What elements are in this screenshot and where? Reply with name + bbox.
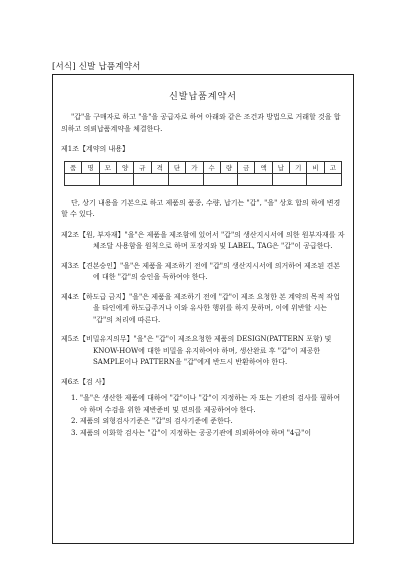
table-header-cell: 량 <box>220 161 237 173</box>
contract-items-table <box>64 161 342 186</box>
table-cell <box>65 173 100 185</box>
table-cell <box>238 173 273 185</box>
table-header-cell: 비 <box>307 161 324 173</box>
table-header-cell: 양 <box>116 161 133 173</box>
table-header-cell: 명 <box>82 161 99 173</box>
form-label: [서식] 신발 납품계약서 <box>52 62 141 72</box>
table-cell <box>99 173 134 185</box>
table-header-cell: 모 <box>99 161 116 173</box>
table-header-cell: 수 <box>203 161 220 173</box>
intro-paragraph: "갑"을 구매자로 하고 "을"을 공급자로 하여 아래와 같은 조건과 방법으로 거래할 것을 합의하고 의뢰납품계약을 체결한다. <box>61 113 341 133</box>
article-4: 제4조【하도급 금지】"을"은 제품을 제조하기 전에 "갑"이 제조 요청한 본 계약의 목적 작업을 타인에게 하도급주거나 이와 유사한 행위를 하지 못하며, 이에 위반할 시는 "갑"의 처리에 따른다. <box>61 292 340 324</box>
table-header-cell: 액 <box>255 161 272 173</box>
table-cell <box>203 173 238 185</box>
table-row <box>65 173 342 185</box>
article-1-note: 단, 상기 내용을 기본으로 하고 제품의 품종, 수량, 납기는 "갑", "을" 상호 합의 하에 변경할 수 있다. <box>61 198 341 218</box>
table-header-cell: 납 <box>272 161 289 173</box>
table-header-cell: 격 <box>151 161 168 173</box>
table-cell <box>134 173 169 185</box>
article-1-title: 제1조【계약의 내용】 <box>61 145 130 153</box>
table-header-cell: 품 <box>65 161 82 173</box>
article-5: 제5조【비밀유지의무】"을"은 "갑"이 제조요청한 제품의 DESIGN(PATTERN 포함) 및 KNOW-HOW에 대한 비밀을 유지하여야 하며, 생산완료 후 "갑"이 제공한 SAMPLE이나 PATTERN을 "갑"에게 반드시 반환하여야 한다. <box>61 335 332 366</box>
contract-document <box>52 74 354 544</box>
table-cell <box>307 173 342 185</box>
article-6-title: 제6조【검 사】 <box>61 377 109 386</box>
table-header-cell: 단 <box>168 161 185 173</box>
list-item: 1. "을"은 생산한 제품에 대하여 "갑"이나 "갑"이 지정하는 자 또는 기관의 검사를 필하여야 하며 수검을 위한 제반준비 및 편의를 제공하여야 한다. <box>71 394 341 414</box>
document-title: 신발납품계약서 <box>169 92 237 102</box>
table-header-cell: 규 <box>134 161 151 173</box>
table-header-cell: 기 <box>290 161 307 173</box>
table-header-cell: 금 <box>238 161 255 173</box>
table-header-cell: 고 <box>324 161 341 173</box>
list-item: 2. 제품의 외형검사기준은 "갑"의 검사기준에 준한다. <box>71 417 233 425</box>
table-header-row <box>65 161 342 173</box>
table-cell <box>272 173 307 185</box>
article-3: 제3조【견본승인】"을"은 제품을 제조하기 전에 "갑"의 생산지시서에 의거하여 제조된 견본에 대한 "갑"의 승인을 득하여야 한다. <box>61 261 341 281</box>
list-item: 3. 제품의 이화학 검사는 "갑"이 지정하는 공공기관에 의뢰하여야 하며 "4급"이 <box>71 428 312 437</box>
article-6-list <box>61 393 345 439</box>
article-2: 제2조【원, 부자재】"을"은 제품을 제조함에 있어서 "갑"의 생산지시서에 의한 원부자재를 자체조달 사용함을 원칙으로 하며 포장지와 및 LABEL, TAG은 "갑"이 공급한다. <box>61 230 345 250</box>
table-header-cell: 가 <box>186 161 203 173</box>
table-cell <box>168 173 203 185</box>
